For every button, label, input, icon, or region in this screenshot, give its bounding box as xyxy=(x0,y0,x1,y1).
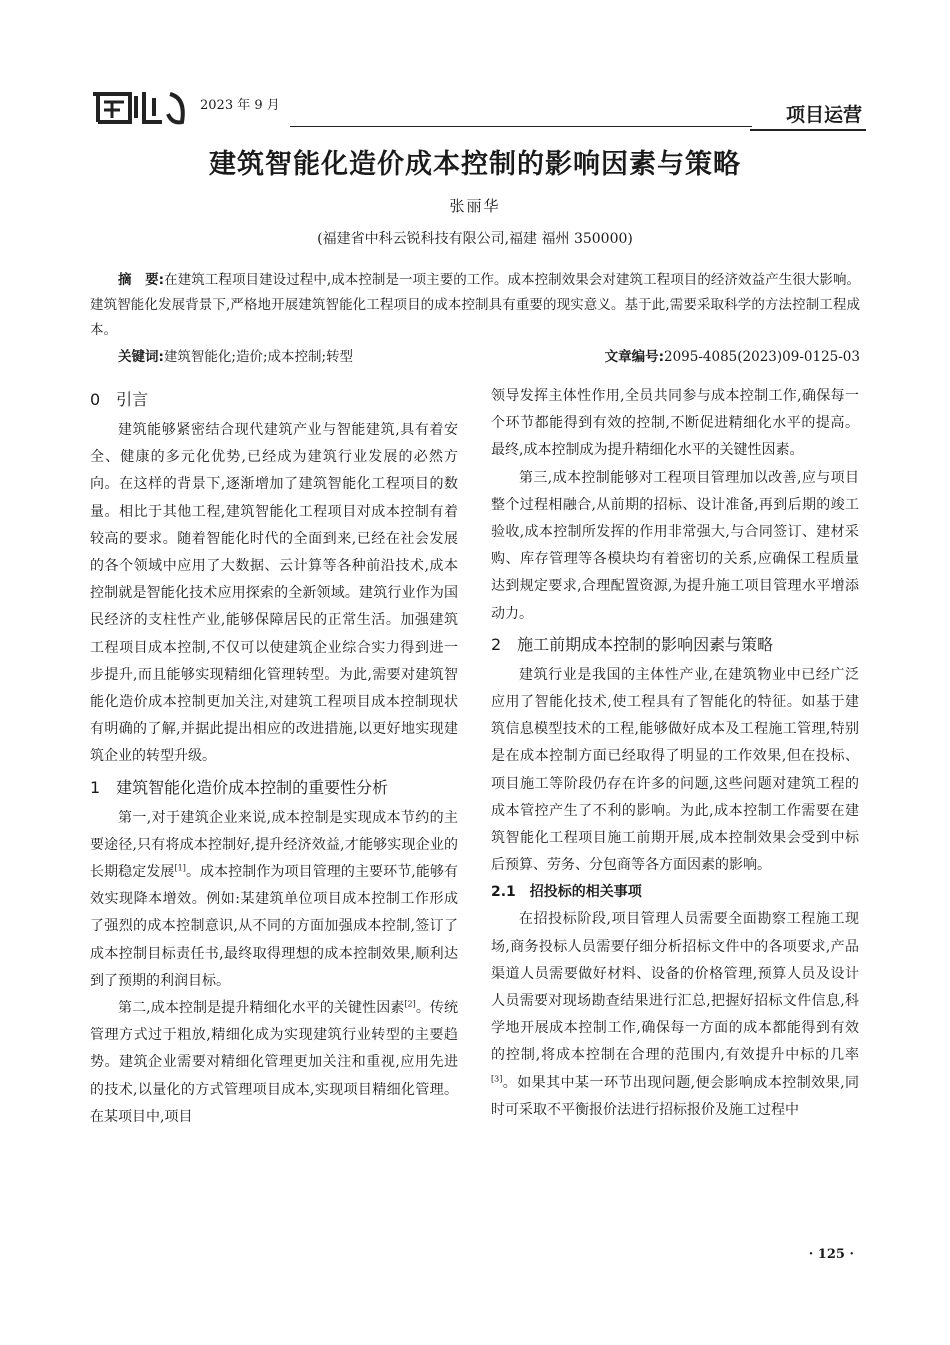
left-column xyxy=(90,383,458,1131)
section-tag: 项目运营 xyxy=(750,100,866,131)
issue-date: 2023 年 9 月 xyxy=(200,98,280,113)
page-header xyxy=(90,88,870,138)
section-heading: 1 建筑智能化造价成本控制的重要性分析 xyxy=(90,777,389,797)
paragraph: 第三,成本控制能够对工程项目管理加以改善,应与项目整个过程相融合,从前期的招标、设计准备,再到后期的竣工验收,成本控制所发挥的作用非常强大,与合同签订、建材采购、库存管理等各模块均有着密切的关系,应确保工程质量达到规定要求,合理配置资源,为提升施工项目管理水平增添动力。 xyxy=(491,469,859,622)
header-rule xyxy=(290,126,752,127)
paragraph: 领导发挥主体性作用,全员共同参与成本控制工作,确保每一个环节都能得到有效的控制,不断促进精细化水平的提高。最终,成本控制成为提升精细化水平的关键性因素。 xyxy=(491,388,859,459)
paragraph xyxy=(90,805,458,995)
abstract-text: 在建筑工程项目建设过程中,成本控制是一项主要的工作。成本控制效果会对建筑工程项目的经济效益产生很大影响。建筑智能化发展背景下,严格地开展建筑智能化工程项目的成本控制具有重要的现实意义。基于此,需要采取科学的方法控制工程成本。 xyxy=(90,272,861,338)
paragraph-text: 。传统管理方式过于粗放,精细化成为实现建筑行业转型的主要趋势。建筑企业需要对精细化管理更加关注和重视,应用先进的技术,以量化的方式管理项目成本,实现项目精细化管理。在某项目中,项目 xyxy=(90,1000,459,1125)
paragraph-text: 第一,对于建筑企业来说,成本控制是实现成本节约的主要途径,只有将成本控制好,提升经济效益,才能够实现企业的长期稳定发展 xyxy=(90,809,458,881)
paragraph-text: 在招投标阶段,项目管理人员需要全面勘察工程施工现场,商务投标人员需要仔细分析招标文件中的各项要求,产品渠道人员需要做好材料、设备的价格管理,预算人员及设计人员需要对现场勘查结果进行汇总,把握好招标文件信息,科学地开展成本控制工作,确保每一方面的成本都能得到有效的控制,将成本控制在合理的范围内,有效提升中标的几率 xyxy=(491,911,859,1064)
keywords-label: 关键词: xyxy=(118,349,164,365)
paragraph-text: 第二,成本控制是提升精细化水平的关键性因素 xyxy=(118,1000,405,1017)
subsection-heading: 2.1 招投标的相关事项 xyxy=(491,884,642,901)
keywords-text: 建筑智能化;造价;成本控制;转型 xyxy=(163,349,354,365)
paragraph-text: 。如果其中某一环节出现问题,便会影响成本控制效果,同时可采取不平衡报价法进行招标报价及施工过程中 xyxy=(491,1074,859,1118)
paragraph xyxy=(491,906,859,1124)
right-column xyxy=(491,383,859,1124)
section-heading: 0 引言 xyxy=(90,390,149,409)
keywords-row xyxy=(118,345,860,365)
section-heading: 2 施工前期成本控制的影响因素与策略 xyxy=(491,634,774,654)
abstract-label: 摘 要: xyxy=(118,272,165,288)
paragraph: 建筑行业是我国的主体性产业,在建筑物业中已经广泛应用了智能化技术,使工程具有了智能化的特征。如基于建筑信息模型技术的工程,能够做好成本及工程施工管理,特别是在成本控制方面已经取得了明显的工作效果,但在投标、项目施工等阶段仍存在许多的问题,这些问题对建筑工程的成本管控产生了不利的影响。为此,成本控制工作需要在建筑智能化工程项目施工前期开展,成本控制效果会受到中标后预算、劳务、分包商等各方面因素的影响。 xyxy=(491,666,859,874)
paragraph xyxy=(90,995,458,1131)
citation: [1] xyxy=(174,863,186,873)
journal-logo xyxy=(90,88,192,128)
article-number-value: 2095-4085(2023)09-0125-03 xyxy=(663,349,860,365)
citation: [3] xyxy=(491,1074,503,1084)
abstract xyxy=(90,268,860,343)
article-number-label: 文章编号: xyxy=(604,349,664,365)
affiliation: (福建省中科云锐科技有限公司,福建 福州 350000) xyxy=(317,231,633,247)
paragraph-text: 。成本控制作为项目管理的主要环节,能够有效实现降本增效。例如:某建筑单位项目成本控制工作形成了强烈的成本控制意识,从不同的方面加强成本控制,签订了成本控制目标责任书,最终取得理想的成本控制效果,顺利达到了预期的利润目标。 xyxy=(90,864,459,989)
paragraph: 建筑能够紧密结合现代建筑产业与智能建筑,具有着安全、健康的多元化优势,已经成为建筑行业发展的必然方向。在这样的背景下,逐渐增加了建筑智能化工程项目的数量。相比于其他工程,建筑智能化工程项目对成本控制有着较高的要求。随着智能化时代的全面到来,已经在社会发展的各个领域中应用了大数据、云计算等各种前沿技术,成本控制就是智能化技术应用探索的全新领域。建筑行业作为国民经济的支柱性产业,能够保障居民的正常生活。加强建筑工程项目成本控制,不仅可以使建筑企业综合实力得到进一步提升,而且能够实现精细化管理转型。为此,需要对建筑智能化造价成本控制更加关注,对建筑工程项目成本控制现状有明确的了解,并据此提出相应的改进措施,以更好地实现建筑企业的转型升级。 xyxy=(90,422,458,765)
author: 张丽华 xyxy=(449,197,501,215)
article-number xyxy=(605,345,860,365)
article-title: 建筑智能化造价成本控制的影响因素与策略 xyxy=(209,149,741,180)
citation: [2] xyxy=(404,999,416,1009)
page-number: · 125 · xyxy=(808,1247,854,1262)
